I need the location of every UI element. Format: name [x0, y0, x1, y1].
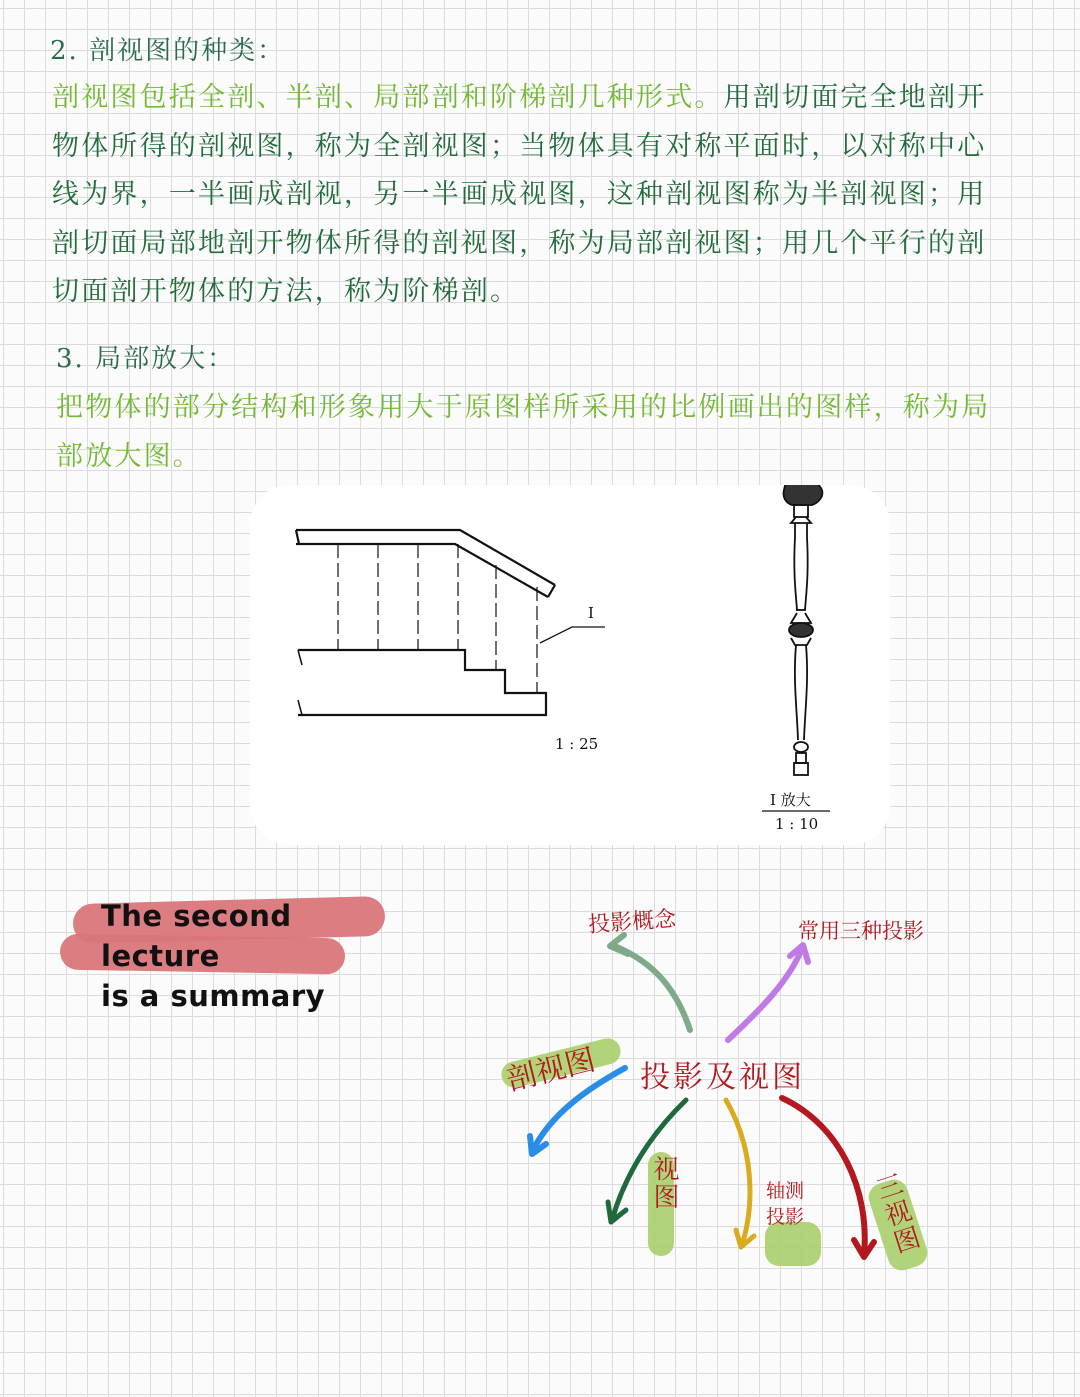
mind-map-label-axonometric: 轴测投影 — [766, 1180, 805, 1228]
sticker-line-2: is a summary — [101, 979, 326, 1013]
section-3-paragraph: 把物体的部分结构和形象用大于原图样所采用的比例画出的图样，称为局部放大图。 — [56, 392, 991, 472]
section-2-intro: 剖视图包括全剖、半剖、局部剖和阶梯剖几种形式。 — [52, 82, 724, 113]
mind-map-label-three-view: 三视图 — [868, 1169, 924, 1259]
arrow-three-view — [782, 1098, 865, 1255]
mind-map-label-common: 常用三种投影 — [798, 919, 924, 943]
stair-balusters — [338, 544, 537, 693]
sticker-text — [101, 896, 395, 1016]
partial-enlargement-figure — [250, 485, 890, 845]
arrow-common — [728, 948, 802, 1040]
section-2-heading: 2. 剖视图的种类： — [50, 36, 286, 66]
stair-scale-label: 1 : 25 — [555, 735, 599, 753]
section-3-heading: 3. 局部放大： — [56, 344, 236, 374]
stair-railing-drawing — [296, 530, 555, 715]
sticker-line-1: The second lecture — [101, 899, 292, 973]
mind-map-center-label: 投影及视图 — [640, 1060, 805, 1095]
section-2-paragraph — [52, 74, 1012, 317]
mind-map-label-concept: 投影概念 — [587, 906, 677, 939]
arrow-axonometric — [726, 1100, 750, 1245]
stair-detail-label: I — [588, 604, 594, 622]
detail-label: I 放大 — [770, 791, 811, 809]
summary-sticker — [55, 890, 395, 1013]
arrow-concept — [612, 945, 690, 1030]
detail-scale-label: 1 : 10 — [775, 815, 819, 833]
section-2-body: 用剖切面完全地剖开物体所得的剖视图，称为全剖视图；当物体具有对称平面时，以对称中心线为界，一半画成剖视，另一半画成视图，这种剖视图称为半剖视图；用剖切面局部地剖开物体所得的剖视图，称为局部剖视图；用几个平行的剖切面剖开物体的方法，称为阶梯剖。 — [52, 82, 987, 307]
detail-leader-line — [540, 627, 605, 643]
mind-map-label-section: 剖视图 — [502, 1042, 599, 1099]
baluster-drawing — [783, 485, 822, 775]
mind-map — [490, 890, 970, 1310]
mind-map-label-view: 视图 — [649, 1155, 679, 1211]
figure-drawing — [250, 485, 890, 845]
